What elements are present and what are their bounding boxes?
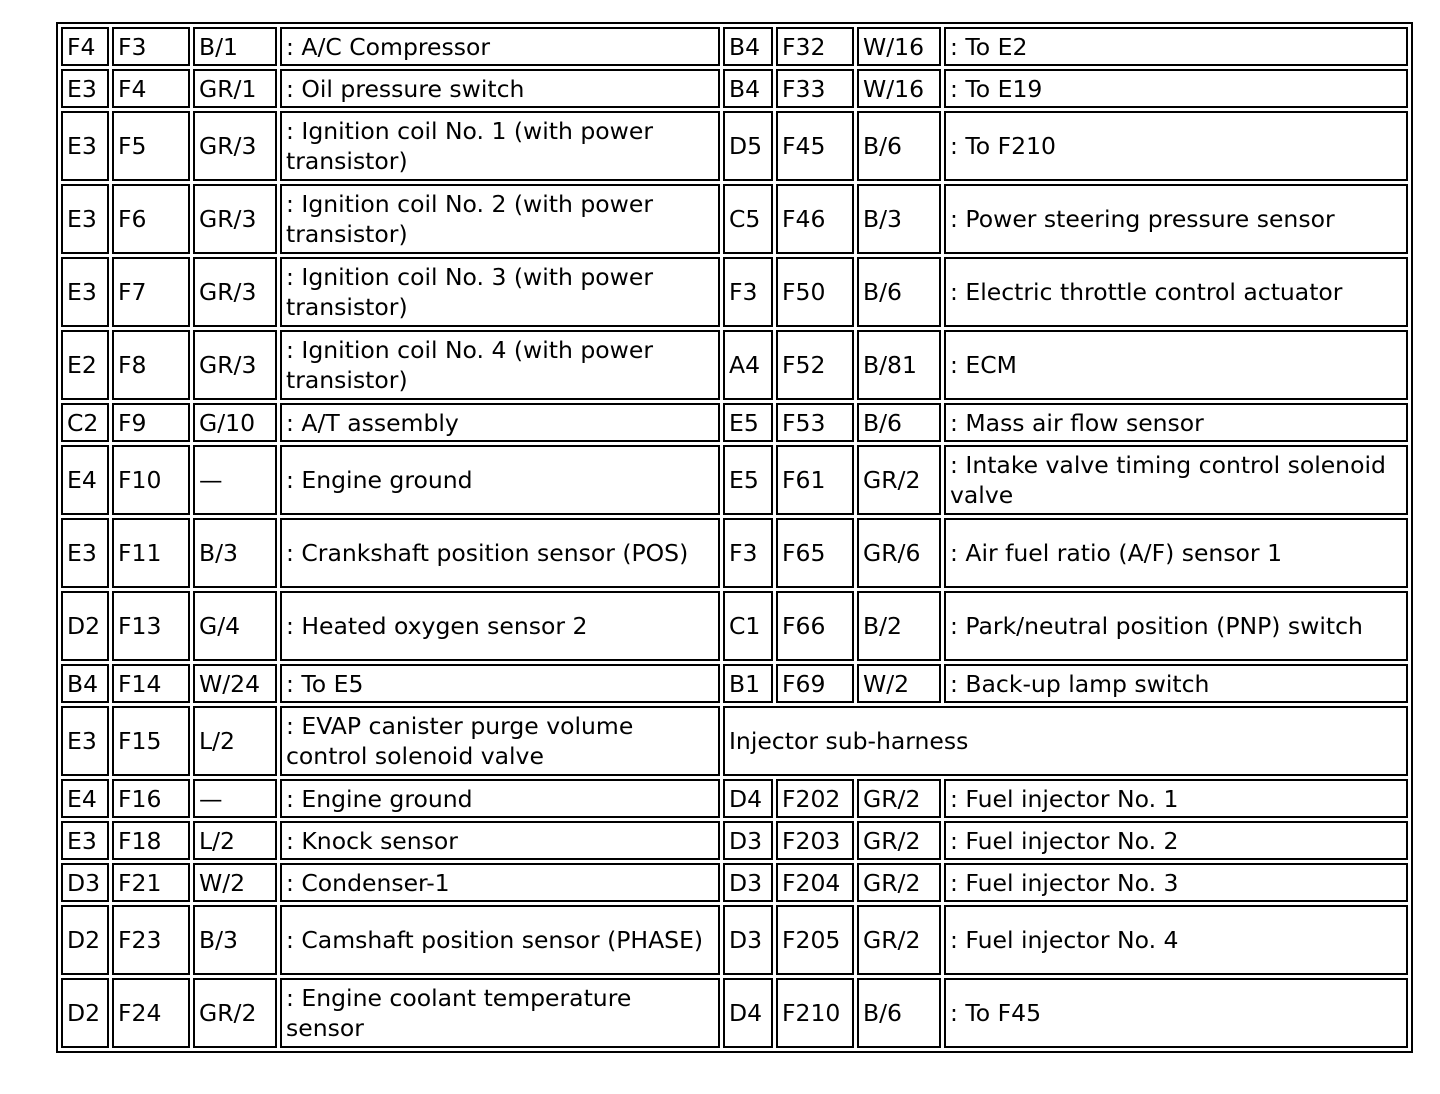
left-connector-code: GR/3: [193, 330, 277, 400]
right-connector-code: B/2: [857, 591, 941, 661]
left-connector-id: F4: [112, 69, 190, 108]
table-row: [61, 779, 1408, 818]
left-connector-id: F9: [112, 403, 190, 442]
right-connector-code: B/3: [857, 184, 941, 254]
right-connector-id: F50: [776, 257, 854, 327]
right-connector-code: W/16: [857, 69, 941, 108]
right-connector-id: F69: [776, 664, 854, 703]
table-row: [61, 445, 1408, 515]
left-description: : Ignition coil No. 2 (with power transistor): [280, 184, 720, 254]
right-connector-code: GR/2: [857, 779, 941, 818]
left-description: : Crankshaft position sensor (POS): [280, 518, 720, 588]
left-description: : Engine ground: [280, 779, 720, 818]
right-connector-code: GR/6: [857, 518, 941, 588]
left-connector-id: F24: [112, 978, 190, 1048]
table-row: [61, 518, 1408, 588]
right-connector-id: F53: [776, 403, 854, 442]
left-location: E3: [61, 706, 109, 776]
left-connector-id: F7: [112, 257, 190, 327]
right-location: D4: [723, 978, 773, 1048]
left-connector-id: F11: [112, 518, 190, 588]
table-row: [61, 591, 1408, 661]
left-description: : Engine coolant temperature sensor: [280, 978, 720, 1048]
right-location: C1: [723, 591, 773, 661]
right-connector-id: F46: [776, 184, 854, 254]
left-description: : Ignition coil No. 3 (with power transistor): [280, 257, 720, 327]
left-connector-id: F6: [112, 184, 190, 254]
right-description: : Fuel injector No. 4: [944, 905, 1408, 975]
right-description: : To F210: [944, 111, 1408, 181]
left-connector-code: GR/2: [193, 978, 277, 1048]
left-connector-id: F21: [112, 863, 190, 902]
table-row: [61, 403, 1408, 442]
right-connector-id: F210: [776, 978, 854, 1048]
left-connector-id: F18: [112, 821, 190, 860]
left-connector-id: F15: [112, 706, 190, 776]
right-description: : ECM: [944, 330, 1408, 400]
table-row: [61, 330, 1408, 400]
table-row: [61, 111, 1408, 181]
right-connector-id: F204: [776, 863, 854, 902]
left-location: E3: [61, 518, 109, 588]
right-description: : Power steering pressure sensor: [944, 184, 1408, 254]
left-location: E4: [61, 445, 109, 515]
table-row: [61, 69, 1408, 108]
left-connector-code: GR/3: [193, 257, 277, 327]
table-row: [61, 978, 1408, 1048]
right-connector-id: F32: [776, 27, 854, 66]
left-location: E3: [61, 184, 109, 254]
right-description: : Fuel injector No. 2: [944, 821, 1408, 860]
left-description: : Ignition coil No. 4 (with power transistor): [280, 330, 720, 400]
left-connector-code: L/2: [193, 706, 277, 776]
left-connector-code: B/1: [193, 27, 277, 66]
right-connector-id: F203: [776, 821, 854, 860]
left-location: E2: [61, 330, 109, 400]
left-description: : To E5: [280, 664, 720, 703]
right-description: : Fuel injector No. 1: [944, 779, 1408, 818]
left-location: E3: [61, 69, 109, 108]
right-connector-id: F66: [776, 591, 854, 661]
left-description: : Oil pressure switch: [280, 69, 720, 108]
connector-table-container: [56, 22, 1413, 1053]
right-connector-code: GR/2: [857, 863, 941, 902]
right-connector-code: W/16: [857, 27, 941, 66]
connector-table: [56, 22, 1413, 1053]
right-location: D4: [723, 779, 773, 818]
table-row: [61, 27, 1408, 66]
right-description: : Park/neutral position (PNP) switch: [944, 591, 1408, 661]
right-connector-code: B/81: [857, 330, 941, 400]
right-connector-code: GR/2: [857, 821, 941, 860]
left-location: F4: [61, 27, 109, 66]
right-location: A4: [723, 330, 773, 400]
left-connector-id: F14: [112, 664, 190, 703]
left-location: D2: [61, 978, 109, 1048]
left-connector-code: W/24: [193, 664, 277, 703]
left-connector-code: W/2: [193, 863, 277, 902]
right-description: : Intake valve timing control solenoid valve: [944, 445, 1408, 515]
left-location: C2: [61, 403, 109, 442]
left-location: E3: [61, 257, 109, 327]
left-connector-code: —: [193, 445, 277, 515]
left-location: E4: [61, 779, 109, 818]
left-connector-id: F3: [112, 27, 190, 66]
left-connector-code: B/3: [193, 905, 277, 975]
left-connector-id: F16: [112, 779, 190, 818]
left-location: D2: [61, 591, 109, 661]
right-connector-code: GR/2: [857, 905, 941, 975]
right-connector-id: F52: [776, 330, 854, 400]
left-description: : EVAP canister purge volume control solenoid valve: [280, 706, 720, 776]
left-connector-id: F5: [112, 111, 190, 181]
right-description: : Fuel injector No. 3: [944, 863, 1408, 902]
left-connector-code: G/10: [193, 403, 277, 442]
right-connector-code: GR/2: [857, 445, 941, 515]
left-connector-id: F10: [112, 445, 190, 515]
left-location: D2: [61, 905, 109, 975]
left-location: E3: [61, 111, 109, 181]
right-connector-id: F202: [776, 779, 854, 818]
left-connector-code: B/3: [193, 518, 277, 588]
left-location: E3: [61, 821, 109, 860]
right-connector-id: F33: [776, 69, 854, 108]
right-location: E5: [723, 403, 773, 442]
table-row: [61, 257, 1408, 327]
left-connector-code: GR/3: [193, 111, 277, 181]
right-location: F3: [723, 518, 773, 588]
left-connector-id: F13: [112, 591, 190, 661]
right-description: : Electric throttle control actuator: [944, 257, 1408, 327]
left-description: : Condenser-1: [280, 863, 720, 902]
table-row: [61, 863, 1408, 902]
right-connector-code: B/6: [857, 111, 941, 181]
left-connector-id: F8: [112, 330, 190, 400]
right-description: : To E2: [944, 27, 1408, 66]
right-location: D3: [723, 821, 773, 860]
right-location: C5: [723, 184, 773, 254]
right-connector-id: F45: [776, 111, 854, 181]
right-connector-code: B/6: [857, 257, 941, 327]
right-connector-code: B/6: [857, 978, 941, 1048]
left-description: : Knock sensor: [280, 821, 720, 860]
section-heading-injector-sub-harness: Injector sub-harness: [723, 706, 1408, 776]
left-description: : Ignition coil No. 1 (with power transistor): [280, 111, 720, 181]
left-description: : Engine ground: [280, 445, 720, 515]
right-description: : Back-up lamp switch: [944, 664, 1408, 703]
right-location: B4: [723, 69, 773, 108]
left-location: D3: [61, 863, 109, 902]
right-location: F3: [723, 257, 773, 327]
table-row: [61, 821, 1408, 860]
left-description: : A/C Compressor: [280, 27, 720, 66]
right-connector-id: F61: [776, 445, 854, 515]
right-connector-id: F205: [776, 905, 854, 975]
right-location: D3: [723, 863, 773, 902]
left-connector-code: G/4: [193, 591, 277, 661]
table-row: [61, 184, 1408, 254]
table-row: [61, 664, 1408, 703]
right-location: B1: [723, 664, 773, 703]
right-location: D5: [723, 111, 773, 181]
left-connector-code: GR/1: [193, 69, 277, 108]
right-description: : Air fuel ratio (A/F) sensor 1: [944, 518, 1408, 588]
right-description: : To F45: [944, 978, 1408, 1048]
right-location: D3: [723, 905, 773, 975]
right-description: : To E19: [944, 69, 1408, 108]
left-location: B4: [61, 664, 109, 703]
left-connector-id: F23: [112, 905, 190, 975]
left-description: : Heated oxygen sensor 2: [280, 591, 720, 661]
left-connector-code: —: [193, 779, 277, 818]
table-row: [61, 905, 1408, 975]
right-connector-code: B/6: [857, 403, 941, 442]
right-description: : Mass air flow sensor: [944, 403, 1408, 442]
left-connector-code: GR/3: [193, 184, 277, 254]
right-location: E5: [723, 445, 773, 515]
left-connector-code: L/2: [193, 821, 277, 860]
table-row: [61, 706, 1408, 776]
right-location: B4: [723, 27, 773, 66]
left-description: : Camshaft position sensor (PHASE): [280, 905, 720, 975]
left-description: : A/T assembly: [280, 403, 720, 442]
right-connector-code: W/2: [857, 664, 941, 703]
right-connector-id: F65: [776, 518, 854, 588]
